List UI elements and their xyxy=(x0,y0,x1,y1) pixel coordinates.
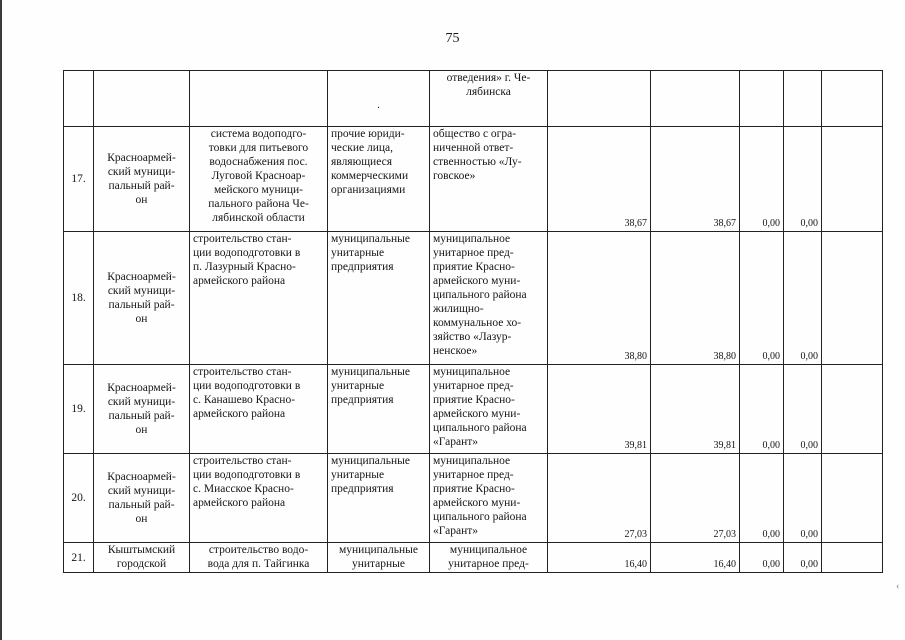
value-3: 0,00 xyxy=(740,543,784,573)
category-text: муниципальные унитарные предприятия xyxy=(331,233,410,273)
object-text: строительство стан- ции водоподготовки в п. Лазурный Красно- армейского района xyxy=(193,233,301,287)
table-row xyxy=(64,454,883,543)
org-cell xyxy=(430,454,548,543)
value-4: 0,00 xyxy=(784,454,822,543)
municipality-text: Красноармей- ский муници- пальный рай- он xyxy=(107,271,176,325)
row-number: 21. xyxy=(64,543,94,573)
org-cell xyxy=(430,232,548,365)
value-2: 27,03 xyxy=(651,454,740,543)
row-number: 18. xyxy=(64,232,94,365)
object-cell xyxy=(190,365,328,454)
value-cell xyxy=(740,71,784,127)
value-4: 0,00 xyxy=(784,365,822,454)
object-text: строительство стан- ции водоподготовки в с. Миасское Красно- армейского района xyxy=(193,455,301,509)
category-text: муниципальные унитарные xyxy=(339,544,418,570)
category-text: муниципальные унитарные предприятия xyxy=(331,455,410,495)
org-cell xyxy=(430,71,548,127)
value-2: 16,40 xyxy=(651,543,740,573)
municipality-cell xyxy=(94,232,190,365)
row-number: 20. xyxy=(64,454,94,543)
category-cell xyxy=(328,232,430,365)
org-text: муниципальное унитарное пред- приятие Красно- армейского муни- ципального района «Гарант» xyxy=(433,455,527,537)
category-cell xyxy=(328,71,430,127)
value-3: 0,00 xyxy=(740,365,784,454)
value-3: 0,00 xyxy=(740,232,784,365)
stray-mark: . xyxy=(377,99,380,111)
municipality-cell xyxy=(94,365,190,454)
category-cell xyxy=(328,127,430,232)
org-text: отведения» г. Че- лябинска xyxy=(446,72,531,98)
margin-mark: ‹ xyxy=(896,581,900,592)
object-cell xyxy=(190,232,328,365)
table-row xyxy=(64,232,883,365)
page-edge-rule xyxy=(0,0,2,640)
value-cell xyxy=(784,71,822,127)
value-1: 27,03 xyxy=(548,454,651,543)
extra-cell xyxy=(822,127,883,232)
org-text: муниципальное унитарное пред- xyxy=(448,544,529,570)
org-text: муниципальное унитарное пред- приятие Красно- армейского муни- ципального района жилищно- коммунальное хо- зяйство «Лазур- ненское» xyxy=(433,233,527,357)
category-cell xyxy=(328,454,430,543)
org-cell xyxy=(430,127,548,232)
table-row-continuation xyxy=(64,71,883,127)
value-1: 38,80 xyxy=(548,232,651,365)
value-1: 16,40 xyxy=(548,543,651,573)
object-cell xyxy=(190,543,328,573)
municipality-text: Кыштымский городской xyxy=(107,544,176,570)
object-text: строительство стан- ции водоподготовки в с. Канашево Красно- армейского района xyxy=(193,366,301,420)
object-text: система водоподго- товки для питьевого водоснабжения пос. Луговой Красноар- мейского муници- пального района Че- лябинской области xyxy=(208,128,309,224)
municipality-text: Красноармей- ский муници- пальный рай- он xyxy=(107,382,176,436)
value-2: 38,67 xyxy=(651,127,740,232)
category-text: прочие юриди- ческие лица, являющиеся коммерческими организациями xyxy=(331,128,409,196)
category-text: муниципальные унитарные предприятия xyxy=(331,366,410,406)
value-4: 0,00 xyxy=(784,127,822,232)
extra-cell xyxy=(822,454,883,543)
object-cell xyxy=(190,127,328,232)
municipality-cell xyxy=(94,127,190,232)
object-cell xyxy=(190,71,328,127)
extra-cell xyxy=(822,232,883,365)
object-cell xyxy=(190,454,328,543)
org-cell xyxy=(430,543,548,573)
org-cell xyxy=(430,365,548,454)
value-3: 0,00 xyxy=(740,127,784,232)
value-1: 38,67 xyxy=(548,127,651,232)
category-cell xyxy=(328,543,430,573)
municipality-cell xyxy=(94,71,190,127)
row-number: 19. xyxy=(64,365,94,454)
value-4: 0,00 xyxy=(784,232,822,365)
num-cell xyxy=(64,71,94,127)
extra-cell xyxy=(822,71,883,127)
table-row xyxy=(64,127,883,232)
value-cell xyxy=(651,71,740,127)
value-2: 39,81 xyxy=(651,365,740,454)
page-number: 75 xyxy=(445,31,460,46)
row-number: 17. xyxy=(64,127,94,232)
data-table xyxy=(63,70,883,573)
org-text: общество с огра- ниченной ответ- ственностью «Лу- говское» xyxy=(433,128,522,182)
extra-cell xyxy=(822,543,883,573)
table-row xyxy=(64,365,883,454)
municipality-text: Красноармей- ский муници- пальный рай- он xyxy=(107,471,176,525)
value-3: 0,00 xyxy=(740,454,784,543)
table-row xyxy=(64,543,883,573)
value-cell xyxy=(548,71,651,127)
value-2: 38,80 xyxy=(651,232,740,365)
municipality-text: Красноармей- ский муници- пальный рай- он xyxy=(107,152,176,206)
municipality-cell xyxy=(94,454,190,543)
org-text: муниципальное унитарное пред- приятие Красно- армейского муни- ципального района «Гарант» xyxy=(433,366,527,448)
municipality-cell xyxy=(94,543,190,573)
object-text: строительство водо- вода для п. Тайгинка xyxy=(207,544,310,570)
extra-cell xyxy=(822,365,883,454)
category-cell xyxy=(328,365,430,454)
value-4: 0,00 xyxy=(784,543,822,573)
value-1: 39,81 xyxy=(548,365,651,454)
